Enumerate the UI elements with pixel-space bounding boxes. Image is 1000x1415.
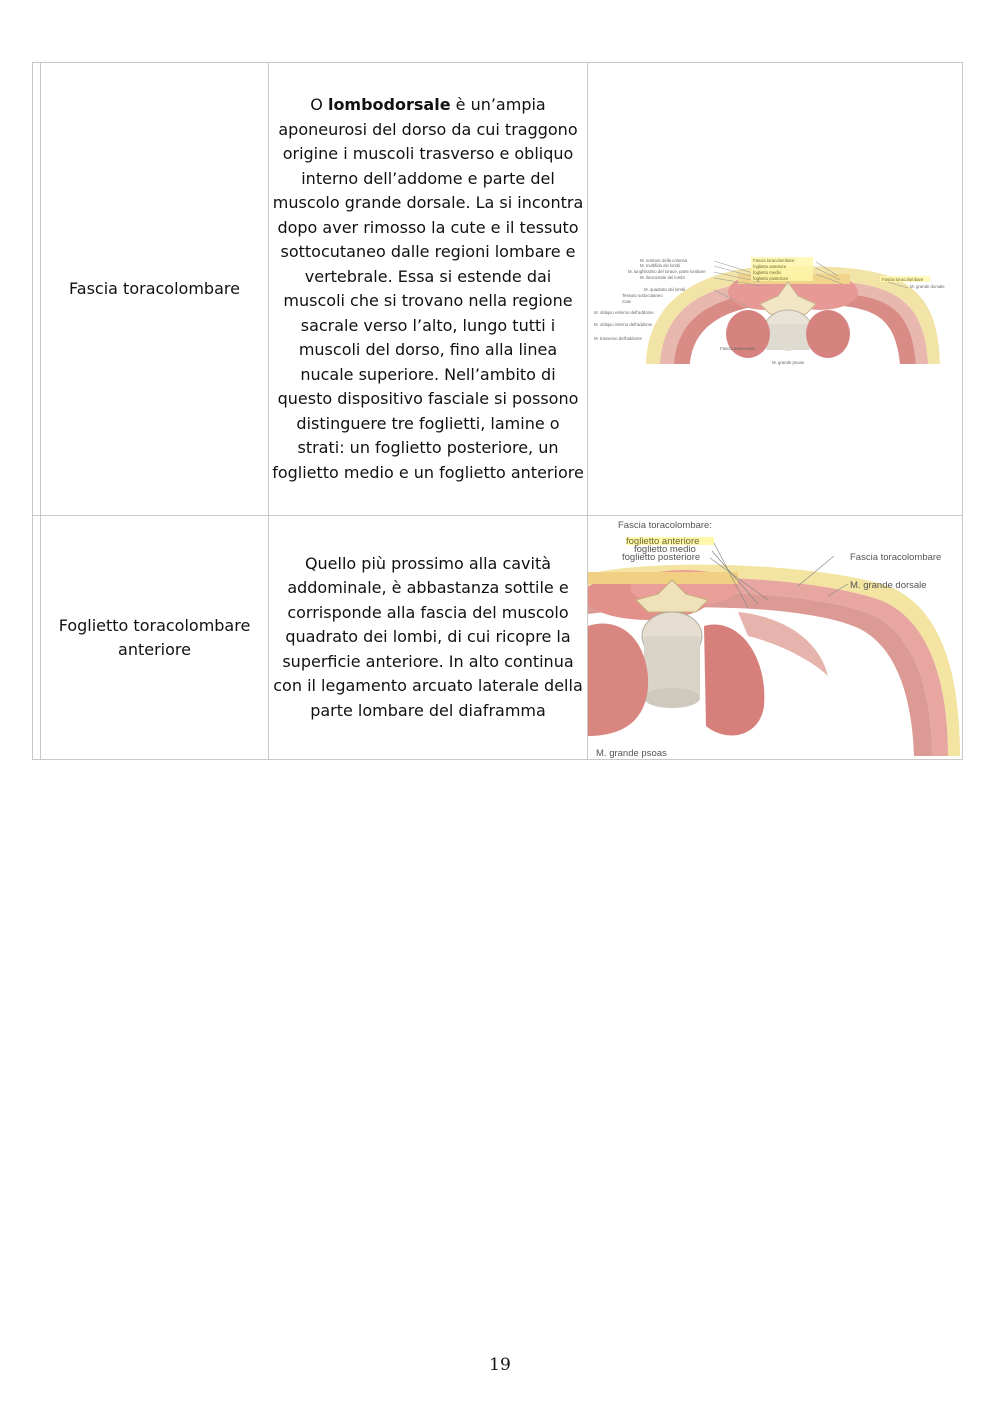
label-foglietto-posteriore: foglietto posteriore (622, 552, 701, 563)
row-gutter (33, 516, 41, 760)
table-row (33, 63, 963, 516)
label-obliquo-esterno: M. obliquo esterno dell'addome (594, 310, 654, 315)
label-foglietto-medio: foglietto medio (753, 270, 781, 275)
label-grande-dorsale: M. grande dorsale (850, 580, 927, 591)
label-psoas: M. grande psoas (772, 360, 805, 365)
description-text: O lombodorsale è un’ampia aponeurosi del dorso da cui traggono origine i muscoli trasverso e obliquo interno dell’addome e parte del muscolo grande dorsale. La si incontra dopo aver rimosso la cute e il tessuto sottocutaneo dalle regioni lombare e vertebrale. Essa si estende dai muscoli che si trovano nella regione sacrale verso l’alto, lungo tutti i muscoli del dorso, fino alla linea nucale superiore. Nell’ambito di questo dispositivo fasciale si possono distinguere tre foglietti, lamine o strati: un foglietto posteriore, un foglietto medio e un foglietto anteriore (272, 95, 584, 482)
cross-section-illustration (588, 204, 962, 374)
description-text: Quello più prossimo alla cavità addominale, è abbastanza sottile e corrisponde alla fascia del muscolo quadrato dei lombi, di cui ricopre la superficie anteriore. In alto continua con il legamento arcuato laterale della parte lombare del diaframma (273, 553, 583, 720)
image-cell (588, 516, 963, 760)
label-foglietto-medio: foglietto medio (634, 544, 696, 555)
table-row (33, 516, 963, 760)
anatomy-figure-fascia-toracolombare (588, 204, 962, 374)
label-psoas: M. grande psoas (596, 748, 667, 759)
term-label: Fascia toracolombare (69, 279, 240, 298)
label-fascia-trasversale: Fascia trasversale (720, 346, 755, 351)
label-lunghissimo: M. lunghissimo del torace, parte lombare (628, 269, 706, 274)
label-obliquo-interno: M. obliquo interno dell'addome (594, 322, 653, 327)
page-number: 19 (489, 1355, 511, 1375)
label-ileocostale: M. ileocostale dei lombi (640, 275, 685, 280)
term-label: Foglietto toracolombare anteriore (58, 615, 251, 659)
label-cute: Cute (622, 299, 632, 304)
description-cell (269, 516, 588, 760)
label-foglietto-anteriore: foglietto anteriore (626, 536, 700, 547)
label-tessuto: Tessuto sottocutaneo (622, 293, 663, 298)
label-grande-dorsale: M. grande dorsale (910, 284, 945, 289)
bold-term: lombodorsale (327, 95, 451, 114)
term-cell (41, 516, 269, 760)
label-multifido: M. multifido dei lombi (640, 263, 681, 268)
description-cell (269, 63, 588, 516)
cross-section-illustration (588, 516, 962, 759)
label-fascia-title: Fascia toracolombare: (618, 520, 712, 531)
label-foglietto-posteriore: foglietto posteriore (753, 276, 789, 281)
label-fascia-title: Fascia toracolombare: (753, 258, 796, 263)
label-erettore: M. erettore della colonna (640, 258, 688, 263)
label-quadrato: M. quadrato dei lombi (644, 287, 686, 292)
row-gutter (33, 63, 41, 516)
label-fascia-right: Fascia toracolombare (850, 552, 942, 563)
anatomy-table (32, 62, 963, 760)
label-trasverso: M. trasverso dell'addome (594, 336, 642, 341)
term-cell (41, 63, 269, 516)
label-foglietto-anteriore: foglietto anteriore (753, 264, 787, 269)
image-cell (588, 63, 963, 516)
label-fascia-right: Fascia toracolombare (882, 277, 924, 282)
anatomy-figure-foglietto-anteriore (588, 516, 962, 759)
